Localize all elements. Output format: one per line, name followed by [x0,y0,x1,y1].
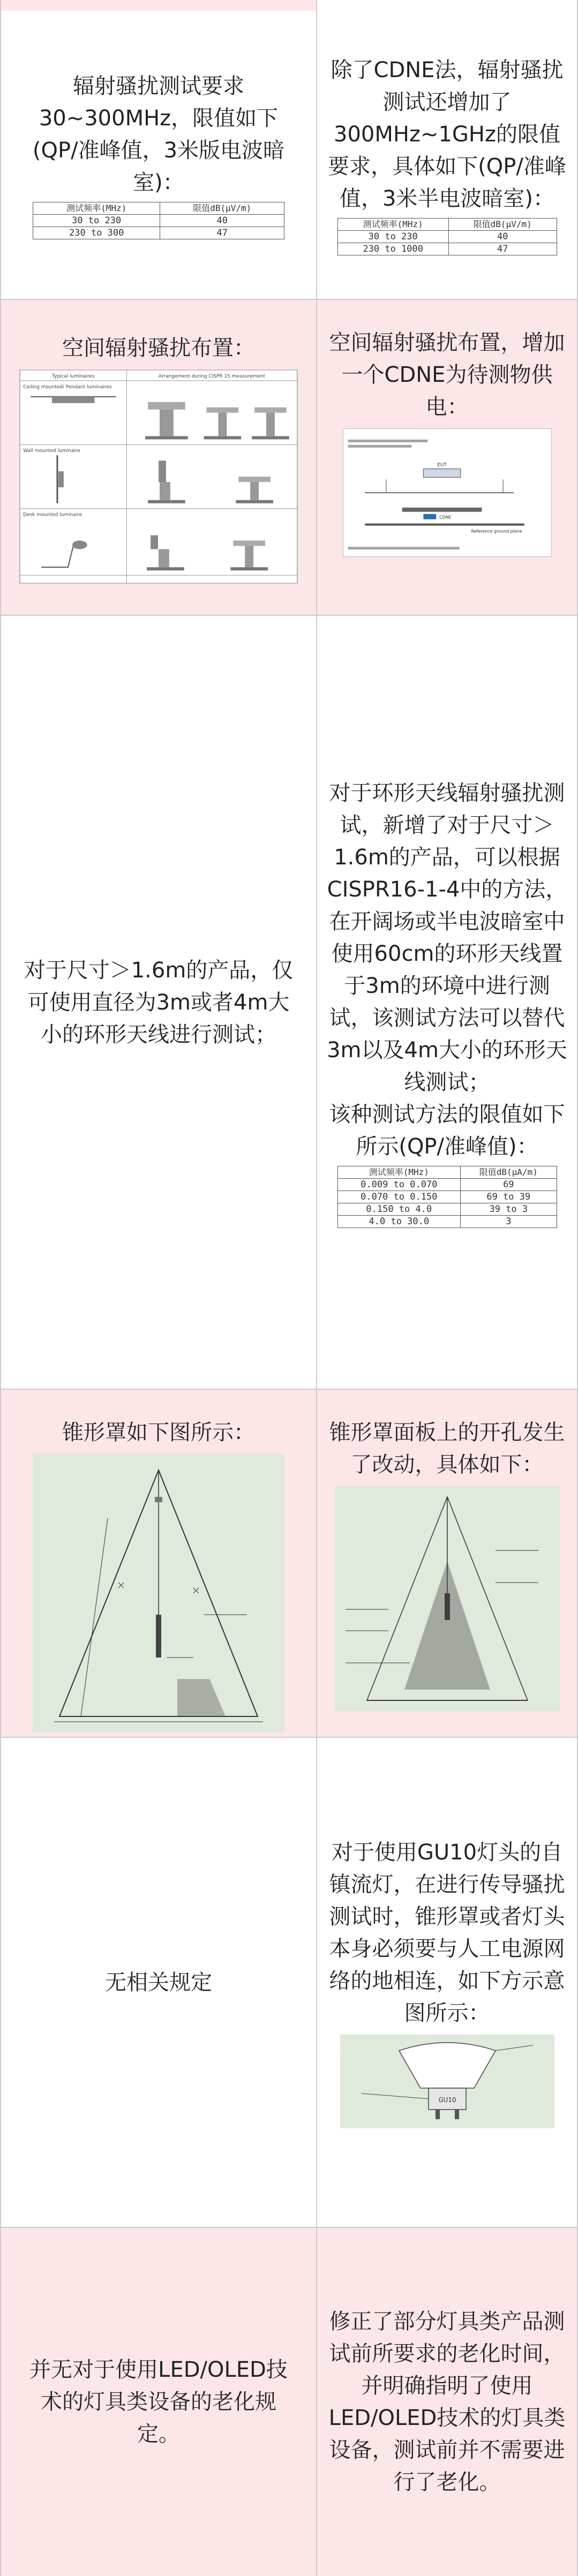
table-header-cell: 限值dB(μA/m) [461,1166,557,1178]
row3-right-cell [317,616,577,1389]
table-cell: 0.009 to 0.070 [337,1178,461,1191]
top-stub-row [1,0,577,11]
row2-left-text: 空间辐射骚扰布置： [62,336,255,360]
table-row [337,1191,557,1203]
eut-label: EUT [437,462,447,468]
table-header-cell: 测试频率(MHz) [337,1166,461,1178]
table-row [337,243,557,255]
row-aging [1,2228,577,2576]
row1-left-cell [1,11,317,299]
table-row [337,1178,557,1191]
row-radiated-limits [1,11,577,300]
row6-right-cell [317,2228,577,2576]
row2-right-cell [317,300,577,615]
cdne-setup-figure [343,428,552,557]
table-header-cell: 限值dB(μV/m) [160,202,284,215]
table-header-row [337,219,557,231]
row-radiated-setup [1,300,577,616]
row3-left-cell [1,616,317,1389]
table-header-cell: 测试频率(MHz) [33,202,160,215]
row4-right-cell [317,1390,577,1737]
table-cell: 40 [160,215,284,227]
table-cell: 47 [448,243,557,255]
row3-right-text: 对于环形天线辐射骚扰测试，新增了对于尺寸＞1.6m的产品，可以根据CISPR16-1-4中的方法，在开阔场或半电波暗室中使用60cm的环形天线置于3m的环境中进行测试，该测试方法可以替代3m以及4m大小的环形天线测试； 该种测试方法的限值如下所示(QP/准峰值)： [327,780,567,1159]
table-cell: 0.070 to 0.150 [337,1191,461,1203]
table-row [337,231,557,243]
table-cell: 4.0 to 30.0 [337,1215,461,1227]
row5-right-text: 对于使用GU10灯头的自镇流灯，在进行传导骚扰测试时，锥形罩或者灯头本身必须要与人工电源网络的地相连，如下方示意图所示： [329,1840,565,2025]
table-header-cell: 测试频率(MHz) [337,219,448,231]
stub-right-cell [317,0,577,11]
row3-left-text: 对于尺寸＞1.6m的产品，仅可使用直径为3m或者4m大小的环形天线进行测试； [24,958,294,1047]
figure-col-header: Typical luminaires [51,373,95,379]
row-gu10-ground [1,1738,577,2228]
table-cell: 39 to 3 [461,1203,557,1215]
figure-row-label: Wall mounted luminaire [23,448,80,454]
conical-housing-panel-figure [335,1486,560,1711]
table-cell: 230 to 300 [33,227,160,239]
table-cell: 47 [160,227,284,239]
ground-plane-label: Reference ground plane [471,529,522,534]
table-cell: 30 to 230 [33,215,160,227]
table-row [33,227,284,239]
gu10-lamp-figure [340,2035,554,2128]
luminaire-arrangement-figure [19,370,298,584]
row1-left-limit-table [33,202,284,239]
cdne-label: CDNE [439,515,452,520]
row6-right-text: 修正了部分灯具类产品测试前所要求的老化时间，并明确指明了使用LED/OLED技术的灯具类设备，测试前并不需要进行了老化。 [328,2309,566,2495]
row6-left-cell [1,2228,317,2576]
table-row [337,1203,557,1215]
stub-left-cell [1,0,317,11]
row3-right-limit-table [337,1166,557,1228]
table-cell: 69 to 39 [461,1191,557,1203]
row4-left-text: 锥形罩如下图所示： [62,1420,255,1445]
row6-left-text: 并无对于使用LED/OLED技术的灯具类设备的老化规定。 [29,2357,288,2446]
row4-left-cell [1,1390,317,1737]
table-header-row [33,202,284,215]
table-row [33,215,284,227]
row5-left-text: 无相关规定 [105,1970,212,1995]
table-cell: 3 [461,1215,557,1227]
row-loop-antenna [1,616,577,1390]
table-cell: 30 to 230 [337,231,448,243]
figure-col-header: Arrangement during CISPR 15 measurement [158,373,266,379]
table-header-row [337,1166,557,1178]
row2-left-cell [1,300,317,615]
table-row [337,1215,557,1227]
row1-right-limit-table [337,218,557,255]
conical-housing-figure [33,1454,284,1733]
gu10-label: GU10 [438,2096,456,2104]
row-conical-housing [1,1390,577,1738]
table-header-cell: 限值dB(μV/m) [448,219,557,231]
figure-row-label: Ceiling mounted/ Pendant luminaires [23,384,112,390]
row1-left-text: 辐射骚扰测试要求30~300MHz，限值如下(QP/准峰值，3米版电波暗室)： [32,74,285,195]
figure-row-label: Desk mounted luminaire [23,512,82,518]
row4-right-text: 锥形罩面板上的开孔发生了改动，具体如下： [329,1420,565,1477]
row5-right-cell [317,1738,577,2227]
table-cell: 69 [461,1178,557,1191]
table-cell: 0.150 to 4.0 [337,1203,461,1215]
row1-right-text: 除了CDNE法，辐射骚扰测试还增加了300MHz~1GHz的限值要求，具体如下(QP/准峰值，3米半电波暗室)： [328,58,566,211]
table-cell: 230 to 1000 [337,243,448,255]
table-cell: 40 [448,231,557,243]
row5-left-cell [1,1738,317,2227]
row1-right-cell [317,11,577,299]
row2-right-text: 空间辐射骚扰布置，增加一个CDNE为待测物供电： [329,330,565,419]
